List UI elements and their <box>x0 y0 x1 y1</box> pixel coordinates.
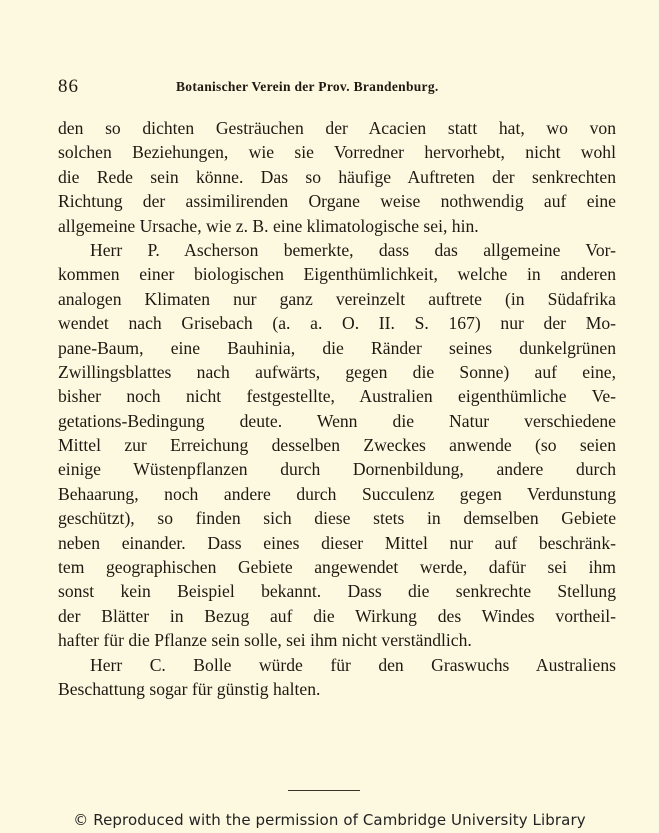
text-line: Beschattung sogar für günstig halten. <box>58 678 321 699</box>
text-line: getations-Bedingung deute. Wenn die Natur verschiedene <box>58 410 616 431</box>
text-line: neben einander. Dass eines dieser Mittel nur auf beschränk- <box>58 532 616 553</box>
text-line: wendet nach Grisebach (a. a. O. II. S. 167) nur der Mo- <box>58 313 616 334</box>
text-line: Behaarung, noch andere durch Succulenz gegen Verdunstung <box>58 483 616 504</box>
text-line: Zwillingsblattes nach aufwärts, gegen die Sonne) auf eine, <box>58 361 616 382</box>
text-line: den so dichten Gesträuchen der Acacien statt hat, wo von <box>58 118 616 138</box>
text-line: Richtung der assimilirenden Organe weise nothwendig auf eine <box>58 191 616 212</box>
copyright-notice: © Reproduced with the permission of Cambridge University Library <box>73 811 586 829</box>
page-number: 86 <box>58 76 79 97</box>
text-line: allgemeine Ursache, wie z. B. eine klimatologische sei, hin. <box>58 215 479 236</box>
text-line: kommen einer biologischen Eigenthümlichkeit, welche in anderen <box>58 264 616 285</box>
text-line: Mittel zur Erreichung desselben Zweckes anwende (so seien <box>58 435 616 456</box>
text-line: geschützt), so finden sich diese stets in demselben Gebiete <box>58 508 616 529</box>
text-line: Herr C. Bolle würde für den Graswuchs Australiens <box>90 654 616 675</box>
text-line: solchen Beziehungen, wie sie Vorredner hervorhebt, nicht wohl <box>58 142 616 163</box>
text-line: Herr P. Ascherson bemerkte, dass das allgemeine Vor- <box>90 239 616 260</box>
running-head: Botanischer Verein der Prov. Brandenburg. <box>176 79 439 94</box>
text-line: der Blätter in Bezug auf die Wirkung des Windes vortheil- <box>58 605 616 626</box>
body-text <box>58 116 616 701</box>
text-line: einige Wüstenpflanzen durch Dornenbildung, andere durch <box>58 459 616 480</box>
text-line: hafter für die Pflanze sein solle, sei ihm nicht verständlich. <box>58 630 472 651</box>
text-line: die Rede sein könne. Das so häufige Auftreten der senkrechten <box>58 166 616 187</box>
page-header <box>58 76 618 100</box>
text-line: pane-Baum, eine Bauhinia, die Ränder seines dunkelgrünen <box>58 337 616 358</box>
text-line: bisher noch nicht festgestellte, Australien eigenthümliche Ve- <box>58 386 616 407</box>
text-line: tem geographischen Gebiete angewendet werde, dafür sei ihm <box>58 557 616 578</box>
text-line: analogen Klimaten nur ganz vereinzelt auftrete (in Südafrika <box>58 288 616 309</box>
section-divider <box>288 790 360 791</box>
text-line: sonst kein Beispiel bekannt. Dass die senkrechte Stellung <box>58 581 616 602</box>
